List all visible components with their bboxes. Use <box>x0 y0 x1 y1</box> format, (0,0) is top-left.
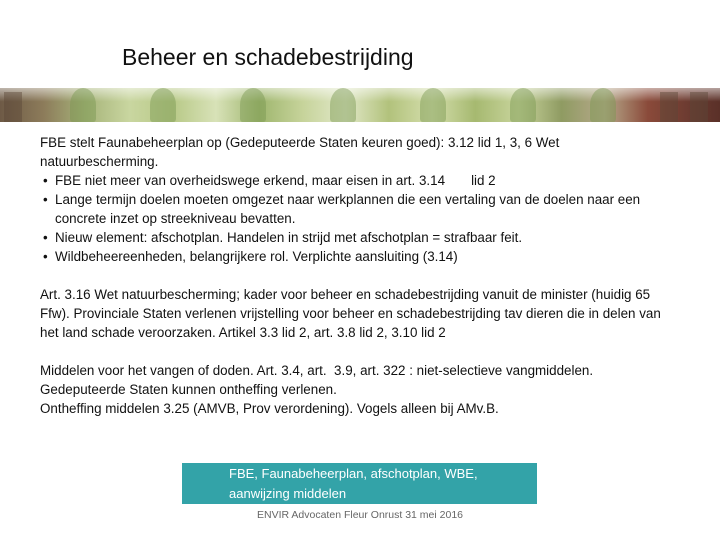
summary-line: FBE, Faunabeheerplan, afschotplan, WBE, <box>229 466 478 481</box>
paragraph-middelen-line: Ontheffing middelen 3.25 (AMVB, Prov verordening). Vogels alleen bij AMv.B. <box>40 401 499 416</box>
paragraph-fbe-intro: FBE stelt Faunabeheerplan op (Gedeputeerde Staten keuren goed): 3.12 lid 1, 3, 6 Wet natuurbescherming. <box>40 135 560 169</box>
bullet-list <box>40 171 680 266</box>
summary-line: aanwijzing middelen <box>229 486 347 501</box>
summary-box <box>182 463 537 504</box>
banner-tree <box>150 88 176 122</box>
slide-body <box>40 133 680 418</box>
slide-footer <box>0 509 720 521</box>
banner-tree <box>330 88 356 122</box>
footer-text: ENVIR Advocaten Fleur Onrust 31 mei 2016 <box>256 509 464 521</box>
spacer <box>40 342 680 361</box>
banner-building-right <box>690 92 708 122</box>
spacer <box>40 266 680 285</box>
paragraph-middelen-line: Gedeputeerde Staten kunnen ontheffing verlenen. <box>40 382 337 397</box>
bullet-item: • Wildbeheereenheden, belangrijkere rol. Verplichte aansluiting (3.14) <box>40 247 680 266</box>
paragraph-middelen-line: Middelen voor het vangen of doden. Art. 3.4, art. 3.9, art. 322 : niet-selectieve vangmiddelen. <box>40 363 594 378</box>
slide-title: Beheer en schadebestrijding <box>122 44 414 70</box>
banner-building-left <box>4 92 22 122</box>
bullet-item: • Lange termijn doelen moeten omgezet naar werkplannen die een vertaling van de doelen naar een concrete inzet op streekniveau bevatten. <box>40 190 680 228</box>
banner-tree <box>420 88 446 122</box>
banner-tree <box>70 88 96 122</box>
bullet-item: • FBE niet meer van overheidswege erkend, maar eisen in art. 3.14 lid 2 <box>40 171 680 190</box>
banner-building-right <box>660 92 678 122</box>
paragraph-art-316: Art. 3.16 Wet natuurbescherming; kader voor beheer en schadebestrijding vanuit de minister (huidig 65 Ffw). Provinciale Staten verlenen vrijstelling voor beheer en schadebestrijding tav dieren die in delen van het land schade veroorzaken. Artikel 3.3 lid 2, art. 3.8 lid 2, 3.10 lid 2 <box>40 287 661 340</box>
banner-image <box>0 88 720 122</box>
bullet-item: • Nieuw element: afschotplan. Handelen in strijd met afschotplan = strafbaar feit. <box>40 228 680 247</box>
banner-tree <box>510 88 536 122</box>
banner-tree <box>590 88 616 122</box>
banner-tree <box>240 88 266 122</box>
